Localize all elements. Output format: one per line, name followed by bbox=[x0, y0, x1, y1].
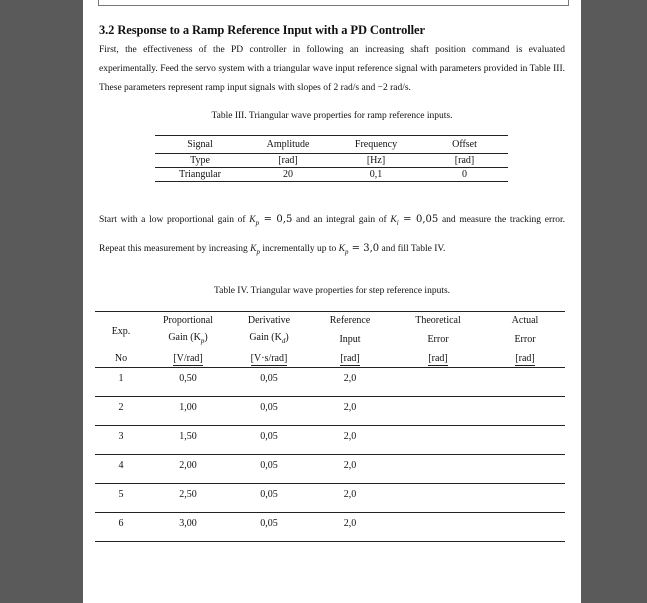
t4-cell-no: 4 bbox=[118, 460, 124, 471]
t4-cell-kp: 1,50 bbox=[179, 431, 197, 442]
kp-sub: p bbox=[255, 218, 260, 227]
t4-cell-theo bbox=[391, 513, 485, 542]
t4-cell-kp: 2,00 bbox=[179, 460, 197, 471]
t4-header-prop: Proportional bbox=[163, 315, 213, 326]
kp-sub-2: p bbox=[256, 247, 261, 256]
prop-unit: [V/rad] bbox=[173, 353, 203, 364]
t4-cell-ref: 2,0 bbox=[343, 518, 357, 529]
t4-header-theo: Theoretical bbox=[415, 315, 461, 326]
kp-end-value: = 3,0 bbox=[348, 242, 380, 254]
t3-cell-signal: Triangular bbox=[179, 169, 221, 180]
kp-letter: K bbox=[249, 215, 256, 225]
t4-cell-kd: 0,05 bbox=[260, 489, 278, 500]
t4-cell-kp: 1,00 bbox=[179, 402, 197, 413]
previous-content-box bbox=[98, 0, 569, 6]
t4-cell-actual bbox=[485, 368, 565, 397]
t4-cell-kp: 2,50 bbox=[179, 489, 197, 500]
t4-cell-theo bbox=[391, 426, 485, 455]
deriv-gain-text: Gain (K bbox=[249, 332, 282, 343]
p2-text-d: incrementally up to bbox=[260, 243, 339, 254]
kp-symbol bbox=[249, 215, 259, 225]
t4-cell-kp: 0,50 bbox=[179, 373, 197, 384]
t4-cell-kd: 0,05 bbox=[260, 373, 278, 384]
t4-header-prop-unit bbox=[147, 350, 229, 368]
table-row bbox=[95, 484, 565, 513]
kp-symbol-3 bbox=[339, 244, 349, 254]
intro-paragraph: First, the effectiveness of the PD controller in following an increasing shaft position command is evaluated experimentally. Feed the servo system with a triangular wave input reference signal with parameters provided in Table III. These parameters represent ramp input signals with slopes of 2 rad/s and −2 rad/s. bbox=[99, 45, 565, 93]
instruction-paragraph bbox=[99, 207, 565, 265]
ki-symbol bbox=[390, 215, 398, 225]
table-row bbox=[95, 513, 565, 542]
deriv-gain-sub: d bbox=[281, 337, 286, 345]
t4-cell-ref: 2,0 bbox=[343, 489, 357, 500]
t3-header-frequency: Frequency bbox=[354, 139, 398, 150]
t3-cell-offset: 0 bbox=[462, 169, 467, 180]
t4-header-ref-line2: Input bbox=[339, 334, 361, 345]
table-row bbox=[95, 455, 565, 484]
t4-cell-theo bbox=[391, 368, 485, 397]
section-heading: 3.2 Response to a Ramp Reference Input with a PD Controller bbox=[99, 23, 425, 37]
deriv-unit: [V·s/rad] bbox=[250, 353, 288, 364]
table-row bbox=[95, 426, 565, 455]
t3-header-offset-unit: [rad] bbox=[454, 155, 475, 166]
t4-cell-actual bbox=[485, 484, 565, 513]
t4-cell-no: 1 bbox=[118, 373, 124, 384]
document-page bbox=[83, 0, 581, 603]
table-row bbox=[95, 397, 565, 426]
t4-cell-theo bbox=[391, 397, 485, 426]
t4-cell-kd: 0,05 bbox=[260, 431, 278, 442]
t4-cell-no: 5 bbox=[118, 489, 124, 500]
table4-body bbox=[95, 368, 565, 542]
t3-cell-frequency: 0,1 bbox=[369, 169, 383, 180]
t3-header-amplitude: Amplitude bbox=[266, 139, 310, 150]
t4-header-actual: Actual bbox=[511, 315, 539, 326]
ki-letter: K bbox=[390, 215, 397, 225]
t4-cell-no: 3 bbox=[118, 431, 124, 442]
t4-cell-kd: 0,05 bbox=[260, 402, 278, 413]
t4-cell-ref: 2,0 bbox=[343, 431, 357, 442]
t3-header-offset: Offset bbox=[452, 139, 477, 150]
actual-unit: [rad] bbox=[515, 353, 535, 364]
table4-caption: Table IV. Triangular wave properties for step reference inputs. bbox=[213, 286, 451, 296]
ref-unit: [rad] bbox=[340, 353, 360, 364]
t4-header-theo-line2: Error bbox=[427, 334, 449, 345]
kp-symbol-2 bbox=[250, 244, 260, 254]
p2-text-c: and measure the tracking error. Repeat this measurement by increasing bbox=[99, 215, 566, 254]
t4-cell-actual bbox=[485, 455, 565, 484]
t3-header-signal: Signal bbox=[187, 139, 213, 150]
t4-header-ref-unit bbox=[309, 350, 391, 368]
t4-cell-kd: 0,05 bbox=[260, 460, 278, 471]
t4-cell-kd: 0,05 bbox=[260, 518, 278, 529]
t3-header-signal-unit: Type bbox=[190, 155, 210, 166]
t4-header-prop-gain bbox=[147, 329, 229, 350]
p2-text-b: and an integral gain of bbox=[292, 215, 391, 225]
t4-cell-kp: 3,00 bbox=[179, 518, 197, 529]
t4-cell-ref: 2,0 bbox=[343, 460, 357, 471]
prop-gain-close: ) bbox=[204, 332, 208, 343]
ki-value: = 0,05 bbox=[398, 214, 439, 225]
scrollbar[interactable] bbox=[637, 0, 647, 603]
table4 bbox=[95, 311, 565, 542]
t4-header-actual-line2: Error bbox=[514, 334, 536, 345]
t4-cell-no: 6 bbox=[118, 518, 124, 529]
t4-cell-no: 2 bbox=[118, 402, 124, 413]
t4-header-actual-unit bbox=[485, 350, 565, 368]
t4-header-deriv: Derivative bbox=[247, 315, 291, 326]
table-row bbox=[155, 168, 508, 182]
t4-header-exp: Exp. bbox=[111, 325, 131, 337]
t4-cell-actual bbox=[485, 513, 565, 542]
t4-header-deriv-gain bbox=[229, 329, 309, 350]
theo-unit: [rad] bbox=[428, 353, 448, 364]
t4-header-ref: Reference bbox=[329, 315, 371, 326]
t4-cell-actual bbox=[485, 426, 565, 455]
t3-header-frequency-unit: [Hz] bbox=[366, 155, 386, 166]
t4-cell-ref: 2,0 bbox=[343, 373, 357, 384]
prop-gain-sub: p bbox=[200, 337, 205, 345]
prop-gain-text: Gain (K bbox=[168, 332, 201, 343]
t3-cell-amplitude: 20 bbox=[283, 169, 293, 180]
t4-cell-ref: 2,0 bbox=[343, 402, 357, 413]
kp-letter-2: K bbox=[250, 243, 257, 254]
t4-header-no: No bbox=[114, 353, 128, 364]
t4-cell-theo bbox=[391, 455, 485, 484]
t4-cell-actual bbox=[485, 397, 565, 426]
t4-header-theo-unit bbox=[391, 350, 485, 368]
kp-letter-3: K bbox=[338, 243, 345, 254]
t4-cell-theo bbox=[391, 484, 485, 513]
kp-sub-3: p bbox=[344, 247, 349, 256]
t3-header-amplitude-unit: [rad] bbox=[278, 155, 298, 166]
t4-header-deriv-unit bbox=[229, 350, 309, 368]
table3 bbox=[155, 135, 508, 182]
p2-text-a: Start with a low proportional gain of bbox=[99, 215, 250, 225]
table3-caption: Table III. Triangular wave properties for ramp reference inputs. bbox=[211, 111, 453, 121]
p2-text-e: and fill Table IV. bbox=[379, 243, 446, 254]
ki-sub: i bbox=[396, 218, 399, 227]
kp-start-value: = 0,5 bbox=[259, 214, 293, 225]
deriv-gain-close: ) bbox=[285, 332, 289, 343]
table-row bbox=[95, 368, 565, 397]
